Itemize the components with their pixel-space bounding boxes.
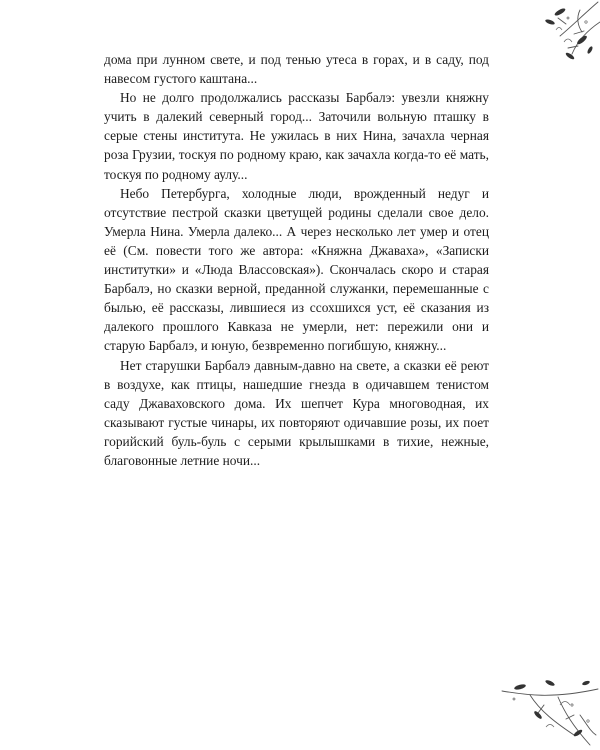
paragraph-4: Нет старушки Барбалэ давным-давно на свете, а сказки её реют в воздухе, как птицы, нашедшие гнезда в одичавшем тенистом саду Джаваховского дома. Их шепчет Кура многоводная, их сказывают густые чинары, их повторяют одичавшие розы, их поет горийский буль-буль с серыми крылышками в тихие, нежные, благовонные летние ночи... — [104, 357, 489, 468]
floral-ornament-top — [520, 0, 600, 70]
page-body — [104, 50, 489, 470]
paragraph-1: дома при лунном свете, и под тенью утеса в горах, и в саду, под навесом густого каштана... — [104, 52, 489, 87]
floral-ornament-bottom — [500, 675, 600, 750]
paragraph-3: Небо Петербурга, холодные люди, врожденный недуг и отсутствие пестрой сказки цветущей родины сделали свое дело. Умерла Нина. Умерла далеко... А через несколько лет умер и отец её (См. повести того же автора: «Княжна Джаваха», «Записки институтки» и «Люда Влассовская»). Скончалась скоро и старая Барбалэ, но сказки верной, преданной служанки, перемешанные с былью, её рассказы, лившиеся из ссохшихся уст, её сказания из далекого прошлого Кавказа не умерли, нет: пережили они и старую Барбалэ, и юную, безвременно погибшую, княжну... — [104, 185, 489, 354]
paragraph-2: Но не долго продолжались рассказы Барбалэ: увезли княжну учить в далекий северный город... Заточили вольную пташку в серые стены института. Не ужилась в них Нина, зачахла черная роза Грузии, тоскуя по родному краю, как зачахла когда-то её мать, тоскуя по родному аулу... — [104, 90, 489, 182]
